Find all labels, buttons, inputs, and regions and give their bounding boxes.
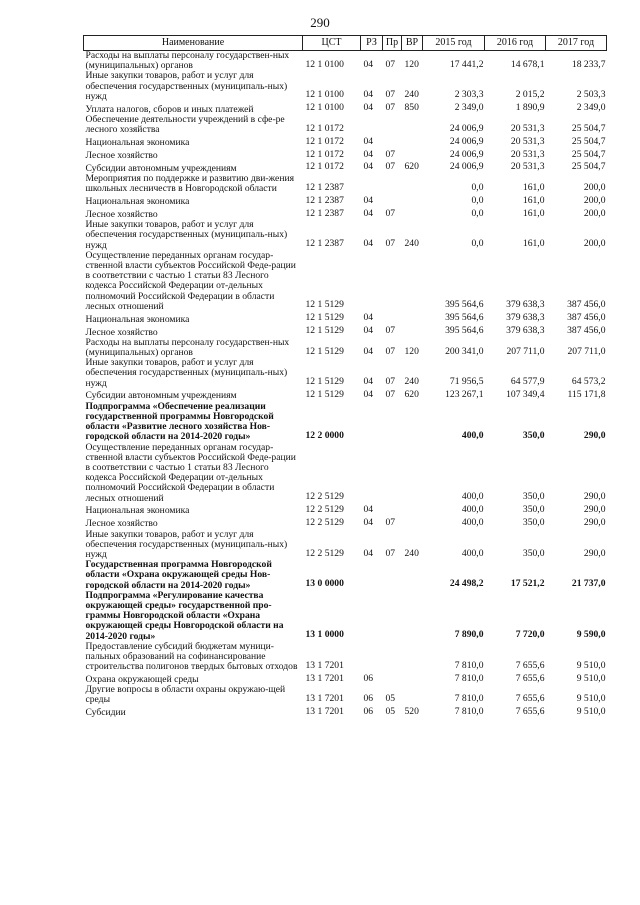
cell-cst: 12 1 2387: [305, 207, 344, 219]
cell-y2015: 24 006,9: [449, 161, 484, 173]
cell-pr: 07: [385, 345, 396, 357]
cell-y2015: 24 498,2: [449, 578, 484, 590]
cell-name: Обеспечение деятельности учреждений в сфе-ре лесного хозяйства: [85, 113, 285, 136]
cell-vr: 620: [404, 389, 419, 401]
cell-y2017: 25 504,7: [571, 122, 606, 134]
cell-rz: [361, 642, 383, 673]
cell-y2015: 7 810,0: [454, 659, 484, 671]
cell-y2015: 400,0: [461, 504, 484, 516]
table-row: [84, 71, 607, 102]
cell-vr: [402, 517, 423, 530]
cell-y2016: 161,0: [522, 238, 545, 250]
cell-y2016: 379 638,3: [506, 299, 545, 311]
cell-pr: 07: [385, 325, 396, 337]
table-row: [84, 443, 607, 504]
cell-pr: 07: [385, 547, 396, 559]
cell-name: Другие вопросы в области охраны окружаю-щей среды: [85, 684, 286, 706]
cell-pr: 07: [385, 376, 396, 388]
cell-y2015: 200 341,0: [445, 345, 484, 357]
cell-cst: 12 2 5129: [305, 547, 344, 559]
cell-pr: [383, 251, 402, 312]
table-row: [84, 115, 607, 135]
cell-pr: 07: [385, 58, 396, 70]
cell-y2015: 24 006,9: [449, 122, 484, 134]
cell-y2015: 17 441,2: [449, 58, 484, 70]
cell-name: Национальная экономика: [85, 505, 190, 517]
header-2015: 2015 год: [423, 36, 485, 51]
cell-pr: 07: [385, 89, 396, 101]
cell-vr: 240: [404, 89, 419, 101]
cell-vr: 240: [404, 238, 419, 250]
cell-name: Расходы на выплаты персоналу государствен-ных (муниципальных) органов: [85, 336, 290, 358]
table-row: [84, 591, 607, 642]
cell-cst: 12 1 5129: [305, 325, 344, 337]
cell-y2017: 200,0: [583, 207, 606, 219]
cell-vr: 520: [404, 705, 419, 717]
cell-y2017: 207 711,0: [567, 345, 606, 357]
cell-y2015: 7 810,0: [454, 672, 484, 684]
header-2016: 2016 год: [485, 36, 546, 51]
cell-name: Предоставление субсидий бюджетам муници-пальных образований на софинансирование строительства полигонов твердых бытовых отходов: [85, 640, 298, 673]
cell-y2015: 400,0: [461, 429, 484, 441]
cell-y2016: 17 521,2: [510, 578, 545, 590]
cell-name: Субсидии: [85, 707, 126, 719]
cell-cst: 12 1 2387: [305, 181, 344, 193]
cell-vr: 240: [404, 376, 419, 388]
cell-rz: 04: [363, 376, 374, 388]
cell-y2016: 2 015,2: [515, 89, 545, 101]
cell-y2017: 25 504,7: [571, 148, 606, 160]
cell-y2017: 9 510,0: [576, 693, 606, 705]
table-body: [84, 51, 607, 719]
cell-rz: 04: [363, 312, 374, 324]
cell-vr: 850: [404, 102, 419, 114]
cell-y2016: 1 890,9: [515, 102, 545, 114]
cell-rz: [361, 591, 383, 642]
cell-y2015: 395 564,6: [445, 312, 484, 324]
table-row: [84, 358, 607, 389]
cell-pr: 07: [385, 207, 396, 219]
cell-rz: 04: [363, 238, 374, 250]
cell-cst: 12 1 5129: [305, 299, 344, 311]
cell-vr: 120: [404, 345, 419, 357]
cell-y2017: 290,0: [583, 547, 606, 559]
cell-y2016: 350,0: [522, 547, 545, 559]
table-row: [84, 389, 607, 402]
cell-y2016: 350,0: [522, 429, 545, 441]
table-row: [84, 174, 607, 194]
cell-y2017: 290,0: [583, 504, 606, 516]
cell-name: Национальная экономика: [85, 313, 190, 325]
cell-y2017: 200,0: [583, 238, 606, 250]
cell-y2016: 14 678,1: [510, 58, 545, 70]
cell-rz: [361, 402, 383, 443]
cell-y2015: 7 810,0: [454, 693, 484, 705]
cell-pr: 07: [385, 516, 396, 528]
cell-pr: 07: [385, 238, 396, 250]
cell-rz: 04: [363, 207, 374, 219]
cell-y2017: 115 171,8: [567, 389, 606, 401]
cell-y2015: 0,0: [471, 181, 484, 193]
cell-y2017: 290,0: [583, 429, 606, 441]
cell-rz: 06: [363, 693, 374, 705]
table-header: [84, 36, 607, 51]
cell-y2016: 64 577,9: [510, 376, 545, 388]
cell-cst: 13 1 0000: [305, 629, 344, 641]
cell-y2017: 200,0: [583, 181, 606, 193]
cell-pr: 07: [385, 161, 396, 173]
cell-y2015: 0,0: [471, 207, 484, 219]
cell-y2015: 400,0: [461, 491, 484, 503]
cell-name: Осуществление переданных органам государ-ственной власти субъектов Российской Феде-рации в соответствии с частью 1 статьи 83 Лесного кодекса Российской Федерации от-дельных полномочий Российской Федерации в области лесных отношений: [85, 249, 296, 312]
cell-y2017: 9 510,0: [576, 672, 606, 684]
cell-vr: [402, 135, 423, 148]
cell-y2016: 107 349,4: [506, 389, 545, 401]
cell-cst: 13 1 7201: [305, 693, 344, 705]
header-vr: ВР: [402, 36, 423, 51]
table-row: [84, 325, 607, 338]
cell-cst: 13 1 7201: [305, 705, 344, 717]
table-row: [84, 517, 607, 530]
cell-vr: [402, 174, 423, 194]
cell-vr: [402, 312, 423, 325]
cell-name: Подпрограмма «Регулирование качества окружающей среды» государственной про-граммы Новгородской области «Охрана окружающей среды Новгородской области на 2014-2020 годы»: [85, 589, 284, 642]
cell-name: Государственная программа Новгородской области «Охрана окружающей среды Нов-городской области на 2014-2020 годы»: [85, 559, 272, 591]
cell-pr: 07: [385, 148, 396, 160]
table-row: [84, 338, 607, 358]
cell-y2016: 379 638,3: [506, 325, 545, 337]
cell-vr: [402, 642, 423, 673]
header-name: Наименование: [84, 36, 303, 51]
cell-vr: [402, 325, 423, 338]
cell-y2017: 387 456,0: [567, 312, 606, 324]
cell-cst: 12 2 5129: [305, 491, 344, 503]
cell-vr: [402, 207, 423, 220]
cell-y2016: 7 655,6: [515, 659, 545, 671]
cell-rz: 04: [363, 89, 374, 101]
cell-pr: 05: [385, 693, 396, 705]
cell-rz: 04: [363, 135, 374, 147]
cell-rz: [361, 251, 383, 312]
cell-y2016: 20 531,3: [510, 135, 545, 147]
cell-y2017: 64 573,2: [571, 376, 606, 388]
cell-rz: 04: [363, 102, 374, 114]
cell-name: Осуществление переданных органам государ-ственной власти субъектов Российской Феде-рации в соответствии с частью 1 статьи 83 Лесного кодекса Российской Федерации от-дельных полномочий Российской Федерации в области лесных отношений: [85, 441, 296, 504]
cell-rz: 06: [363, 705, 374, 717]
cell-pr: [383, 672, 402, 685]
table-row: [84, 706, 607, 719]
cell-pr: [383, 642, 402, 673]
cell-y2017: 18 233,7: [571, 58, 606, 70]
header-rz: РЗ: [361, 36, 383, 51]
cell-cst: 13 1 7201: [305, 659, 344, 671]
cell-pr: [383, 504, 402, 517]
cell-y2016: 7 720,0: [515, 629, 545, 641]
cell-cst: 12 1 0172: [305, 148, 344, 160]
table-row: [84, 560, 607, 591]
cell-rz: [361, 560, 383, 591]
table-row: [84, 51, 607, 72]
cell-y2016: 161,0: [522, 194, 545, 206]
cell-name: Подпрограмма «Обеспечение реализации государственной программы Новгородской области «Развитие лесного хозяйства Нов-городской области на 2014-2020 годы»: [85, 400, 274, 443]
cell-y2016: 379 638,3: [506, 312, 545, 324]
cell-pr: [383, 591, 402, 642]
cell-cst: 12 1 0100: [305, 58, 344, 70]
cell-pr: [383, 312, 402, 325]
cell-cst: 12 1 5129: [305, 376, 344, 388]
cell-y2017: 21 737,0: [571, 578, 606, 590]
cell-name: Лесное хозяйство: [85, 208, 158, 220]
cell-cst: 13 0 0000: [305, 578, 344, 590]
cell-y2015: 0,0: [471, 238, 484, 250]
cell-cst: 12 1 5129: [305, 345, 344, 357]
cell-vr: [402, 504, 423, 517]
cell-pr: [383, 402, 402, 443]
page-number: 290: [310, 15, 330, 30]
cell-y2017: 290,0: [583, 516, 606, 528]
cell-y2017: 9 590,0: [576, 629, 606, 641]
cell-rz: 04: [363, 345, 374, 357]
cell-y2017: 387 456,0: [567, 299, 606, 311]
cell-y2016: 20 531,3: [510, 161, 545, 173]
cell-pr: 05: [385, 705, 396, 717]
cell-rz: [361, 174, 383, 194]
cell-y2016: 20 531,3: [510, 148, 545, 160]
cell-cst: 12 1 0100: [305, 89, 344, 101]
cell-y2016: 350,0: [522, 516, 545, 528]
cell-rz: 04: [363, 148, 374, 160]
cell-rz: [361, 443, 383, 504]
table-row: [84, 220, 607, 251]
header-2017: 2017 год: [546, 36, 607, 51]
cell-vr: [402, 685, 423, 705]
cell-name: Иные закупки товаров, работ и услуг для обеспечения государственных (муниципаль-ных) нужд: [85, 528, 288, 560]
cell-y2016: 350,0: [522, 504, 545, 516]
cell-vr: [402, 402, 423, 443]
table-row: [84, 504, 607, 517]
table-row: [84, 251, 607, 312]
cell-y2015: 123 267,1: [445, 389, 484, 401]
cell-y2017: 2 503,3: [576, 89, 606, 101]
table-row: [84, 530, 607, 561]
cell-y2016: 7 655,6: [515, 693, 545, 705]
cell-y2017: 290,0: [583, 491, 606, 503]
cell-name: Иные закупки товаров, работ и услуг для обеспечения государственных (муниципаль-ных) нужд: [85, 357, 288, 389]
budget-table: [83, 35, 607, 719]
cell-y2015: 395 564,6: [445, 325, 484, 337]
cell-y2017: 200,0: [583, 194, 606, 206]
cell-y2015: 7 890,0: [454, 629, 484, 641]
cell-vr: 120: [404, 58, 419, 70]
cell-y2015: 395 564,6: [445, 299, 484, 311]
cell-y2015: 2 349,0: [454, 102, 484, 114]
cell-rz: 04: [363, 58, 374, 70]
cell-name: Иные закупки товаров, работ и услуг для обеспечения государственных (муниципаль-ных) нужд: [85, 219, 288, 251]
cell-rz: 04: [363, 194, 374, 206]
cell-cst: 12 2 5129: [305, 504, 344, 516]
cell-cst: 12 1 0172: [305, 135, 344, 147]
table-row: [84, 148, 607, 161]
cell-name: Мероприятия по поддержке и развитию дви-жения школьных лесничеств в Новгородской области: [85, 172, 294, 195]
cell-name: Субсидии автономным учреждениям: [85, 390, 237, 402]
table-row: [84, 642, 607, 673]
cell-name: Лесное хозяйство: [85, 149, 158, 161]
cell-vr: [402, 443, 423, 504]
cell-y2015: 0,0: [471, 194, 484, 206]
cell-pr: 07: [385, 389, 396, 401]
cell-cst: 12 1 0172: [305, 122, 344, 134]
cell-cst: 12 1 2387: [305, 194, 344, 206]
cell-vr: [402, 672, 423, 685]
cell-rz: 04: [363, 389, 374, 401]
header-pr: Пр: [383, 36, 402, 51]
cell-name: Иные закупки товаров, работ и услуг для обеспечения государственных (муниципаль-ных) нужд: [85, 70, 288, 102]
cell-rz: 06: [363, 672, 374, 684]
table-row: [84, 685, 607, 705]
cell-y2015: 24 006,9: [449, 135, 484, 147]
cell-vr: [402, 591, 423, 642]
cell-vr: [402, 251, 423, 312]
cell-y2017: 387 456,0: [567, 325, 606, 337]
cell-y2015: 24 006,9: [449, 148, 484, 160]
cell-name: Расходы на выплаты персоналу государствен-ных (муниципальных) органов: [85, 50, 290, 72]
cell-cst: 12 1 5129: [305, 312, 344, 324]
cell-vr: [402, 148, 423, 161]
cell-rz: 04: [363, 161, 374, 173]
table-row: [84, 402, 607, 443]
cell-y2016: 20 531,3: [510, 122, 545, 134]
cell-y2016: 161,0: [522, 207, 545, 219]
cell-cst: 12 2 5129: [305, 516, 344, 528]
cell-pr: [383, 443, 402, 504]
cell-pr: [383, 194, 402, 207]
cell-y2016: 350,0: [522, 491, 545, 503]
table-row: [84, 194, 607, 207]
cell-rz: 04: [363, 516, 374, 528]
cell-vr: 240: [404, 547, 419, 559]
cell-rz: 04: [363, 325, 374, 337]
cell-pr: [383, 115, 402, 135]
cell-name: Лесное хозяйство: [85, 518, 158, 530]
cell-name: Субсидии автономным учреждениям: [85, 162, 237, 174]
cell-y2017: 9 510,0: [576, 705, 606, 717]
cell-name: Национальная экономика: [85, 196, 190, 208]
cell-y2017: 9 510,0: [576, 659, 606, 671]
cell-pr: 07: [385, 102, 396, 114]
cell-y2015: 400,0: [461, 547, 484, 559]
cell-y2017: 25 504,7: [571, 161, 606, 173]
cell-pr: [383, 560, 402, 591]
cell-rz: 04: [363, 504, 374, 516]
table-row: [84, 312, 607, 325]
cell-cst: 13 1 7201: [305, 672, 344, 684]
table-row: [84, 102, 607, 115]
cell-cst: 12 1 0172: [305, 161, 344, 173]
cell-y2016: 7 655,6: [515, 705, 545, 717]
cell-rz: [361, 115, 383, 135]
cell-name: Лесное хозяйство: [85, 326, 158, 338]
cell-y2017: 2 349,0: [576, 102, 606, 114]
cell-name: Охрана окружающей среды: [85, 674, 199, 686]
cell-vr: [402, 115, 423, 135]
cell-vr: [402, 194, 423, 207]
cell-y2015: 2 303,3: [454, 89, 484, 101]
cell-vr: 620: [404, 161, 419, 173]
table-row: [84, 135, 607, 148]
cell-rz: 04: [363, 547, 374, 559]
cell-cst: 12 1 0100: [305, 102, 344, 114]
cell-y2017: 25 504,7: [571, 135, 606, 147]
cell-y2015: 400,0: [461, 516, 484, 528]
cell-y2015: 7 810,0: [454, 705, 484, 717]
header-cst: ЦСТ: [303, 36, 361, 51]
cell-y2016: 161,0: [522, 181, 545, 193]
cell-pr: [383, 174, 402, 194]
cell-cst: 12 2 0000: [305, 429, 344, 441]
cell-y2015: 71 956,5: [449, 376, 484, 388]
cell-y2016: 7 655,6: [515, 672, 545, 684]
cell-name: Уплата налогов, сборов и иных платежей: [85, 103, 254, 115]
cell-name: Национальная экономика: [85, 137, 190, 148]
cell-cst: 12 1 5129: [305, 389, 344, 401]
cell-cst: 12 1 2387: [305, 238, 344, 250]
cell-vr: [402, 560, 423, 591]
cell-y2016: 207 711,0: [506, 345, 545, 357]
cell-pr: [383, 135, 402, 148]
